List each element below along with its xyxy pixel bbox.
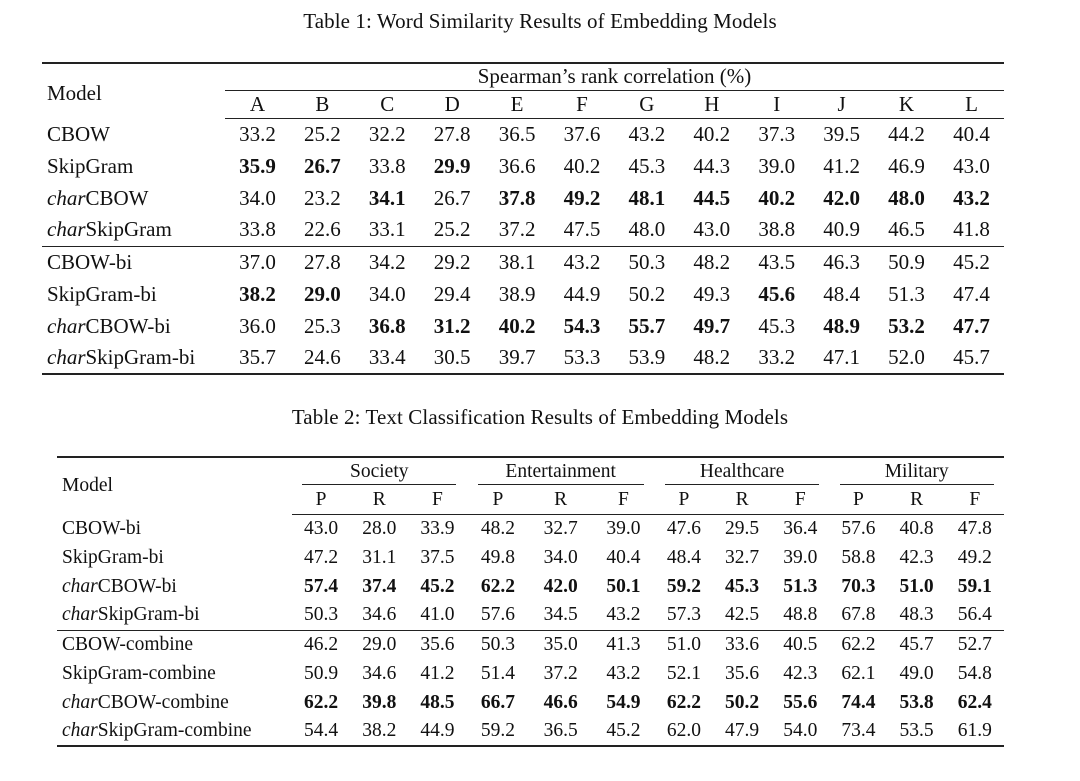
table-row <box>57 601 1004 630</box>
value-cell: 42.0 <box>543 575 578 597</box>
model-name-cell <box>57 601 292 630</box>
value-cell: 51.4 <box>480 662 515 684</box>
value-cell: 35.0 <box>529 630 592 659</box>
value-cell: 43.5 <box>744 246 809 278</box>
value-cell: 36.0 <box>239 313 276 338</box>
table-row <box>42 214 1004 246</box>
model-name-cell <box>57 630 292 659</box>
metric-header: R <box>888 487 946 514</box>
value-cell: 37.5 <box>420 546 455 568</box>
value-cell: 55.7 <box>628 313 666 338</box>
value-cell: 40.9 <box>823 217 860 242</box>
value-cell: 70.3 <box>841 575 876 597</box>
column-header: G <box>614 90 679 118</box>
value-cell: 42.3 <box>899 546 934 568</box>
value-cell: 62.1 <box>841 662 876 684</box>
model-name-cell <box>57 659 292 688</box>
value-cell: 57.6 <box>841 517 876 539</box>
model-name: CBOW-combine <box>62 633 194 655</box>
value-cell: 38.9 <box>498 281 536 306</box>
value-cell: 25.2 <box>303 121 341 146</box>
value-cell: 49.2 <box>957 546 992 568</box>
value-cell: 33.8 <box>239 217 276 242</box>
metric-header: F <box>771 487 829 514</box>
model-prefix: char <box>62 691 98 713</box>
value-cell: 23.2 <box>303 185 341 210</box>
value-cell: 52.1 <box>666 662 701 684</box>
value-cell: 50.9 <box>874 246 939 278</box>
value-cell: 47.9 <box>713 717 771 746</box>
value-cell: 48.8 <box>783 604 818 626</box>
category-label: Society <box>302 461 456 485</box>
value-cell: 37.2 <box>543 662 578 684</box>
value-cell: 41.3 <box>592 630 655 659</box>
value-cell: 25.3 <box>303 313 341 338</box>
table-row <box>57 543 1004 572</box>
value-cell: 54.8 <box>957 662 992 684</box>
column-header: D <box>420 90 485 118</box>
model-name: CBOW <box>85 185 149 210</box>
value-cell: 39.0 <box>606 517 641 539</box>
value-cell: 40.2 <box>498 313 536 338</box>
value-cell: 59.2 <box>467 717 530 746</box>
value-cell: 44.3 <box>693 153 731 178</box>
value-cell: 45.2 <box>939 246 1004 278</box>
model-name-cell <box>42 342 225 374</box>
value-cell: 54.9 <box>606 691 641 713</box>
value-cell: 36.8 <box>368 313 406 338</box>
value-cell: 31.2 <box>433 313 471 338</box>
model-name: CBOW-bi <box>62 517 142 539</box>
category-header <box>829 457 1004 487</box>
value-cell: 37.6 <box>563 121 601 146</box>
value-cell: 51.3 <box>783 575 818 597</box>
spearman-header: Spearman’s rank correlation (%) <box>225 63 1004 90</box>
value-cell: 52.0 <box>874 342 939 374</box>
column-header: K <box>874 90 939 118</box>
value-cell: 29.4 <box>433 281 471 306</box>
value-cell: 54.0 <box>771 717 829 746</box>
value-cell: 50.3 <box>467 630 530 659</box>
value-cell: 54.4 <box>292 717 350 746</box>
value-cell: 35.7 <box>225 342 290 374</box>
value-cell: 37.4 <box>362 575 397 597</box>
value-cell: 45.2 <box>592 717 655 746</box>
header-row <box>57 457 1004 487</box>
value-cell: 62.4 <box>957 691 992 713</box>
value-cell: 27.8 <box>433 121 471 146</box>
value-cell: 48.2 <box>480 517 515 539</box>
value-cell: 38.1 <box>485 246 550 278</box>
model-name: SkipGram-combine <box>62 662 216 684</box>
value-cell: 37.8 <box>498 185 536 210</box>
metric-header: F <box>946 487 1004 514</box>
value-cell: 59.1 <box>957 575 992 597</box>
table-row <box>57 659 1004 688</box>
value-cell: 48.0 <box>888 185 925 210</box>
value-cell: 45.7 <box>939 342 1004 374</box>
value-cell: 46.6 <box>543 691 578 713</box>
value-cell: 44.5 <box>693 185 731 210</box>
table-row <box>57 717 1004 746</box>
value-cell: 45.2 <box>420 575 455 597</box>
value-cell: 40.5 <box>771 630 829 659</box>
value-cell: 56.4 <box>957 604 992 626</box>
value-cell: 33.6 <box>713 630 771 659</box>
table-row <box>57 514 1004 543</box>
model-name-cell <box>42 150 225 182</box>
table-row <box>57 630 1004 659</box>
value-cell: 34.6 <box>362 662 397 684</box>
value-cell: 33.4 <box>355 342 420 374</box>
value-cell: 37.0 <box>225 246 290 278</box>
value-cell: 43.0 <box>953 153 990 178</box>
value-cell: 58.8 <box>841 546 876 568</box>
value-cell: 53.9 <box>614 342 679 374</box>
value-cell: 49.8 <box>480 546 515 568</box>
value-cell: 53.2 <box>888 313 925 338</box>
value-cell: 34.0 <box>543 546 578 568</box>
metric-header: R <box>350 487 408 514</box>
value-cell: 47.2 <box>304 546 339 568</box>
model-name: CBOW-combine <box>97 691 229 713</box>
value-cell: 26.7 <box>433 185 471 210</box>
value-cell: 34.6 <box>362 604 397 626</box>
metric-header: P <box>467 487 530 514</box>
column-header: B <box>290 90 355 118</box>
value-cell: 46.3 <box>809 246 874 278</box>
value-cell: 41.2 <box>420 662 455 684</box>
value-cell: 37.2 <box>498 217 536 242</box>
metric-header: R <box>529 487 592 514</box>
value-cell: 33.2 <box>239 121 276 146</box>
column-header: I <box>744 90 809 118</box>
column-header: C <box>355 90 420 118</box>
model-prefix: char <box>62 720 98 741</box>
value-cell: 62.2 <box>666 691 701 713</box>
value-cell: 25.2 <box>433 217 471 242</box>
value-cell: 40.8 <box>899 517 934 539</box>
category-label: Entertainment <box>478 461 644 485</box>
value-cell: 47.4 <box>953 281 990 306</box>
value-cell: 36.6 <box>498 153 536 178</box>
value-cell: 45.7 <box>888 630 946 659</box>
model-name: SkipGram-bi <box>62 546 164 568</box>
column-header: J <box>809 90 874 118</box>
table-row <box>42 278 1004 310</box>
value-cell: 32.2 <box>368 121 406 146</box>
value-cell: 49.2 <box>563 185 601 210</box>
value-cell: 28.0 <box>362 517 397 539</box>
value-cell: 47.6 <box>666 517 701 539</box>
value-cell: 48.1 <box>628 185 666 210</box>
value-cell: 47.5 <box>563 217 601 242</box>
value-cell: 45.3 <box>758 313 796 338</box>
table-row <box>57 688 1004 717</box>
value-cell: 45.3 <box>628 153 666 178</box>
value-cell: 41.8 <box>953 217 990 242</box>
value-cell: 27.8 <box>290 246 355 278</box>
value-cell: 29.9 <box>433 153 471 178</box>
value-cell: 53.8 <box>899 691 934 713</box>
value-cell: 43.2 <box>606 604 641 626</box>
value-cell: 53.3 <box>550 342 615 374</box>
value-cell: 57.4 <box>304 575 339 597</box>
value-cell: 30.5 <box>420 342 485 374</box>
value-cell: 29.0 <box>350 630 408 659</box>
value-cell: 40.2 <box>563 153 601 178</box>
model-name: SkipGram <box>47 153 134 178</box>
table1-caption: Table 1: Word Similarity Results of Embedding Models <box>303 9 777 33</box>
value-cell: 52.7 <box>946 630 1004 659</box>
value-cell: 43.0 <box>693 217 731 242</box>
category-header <box>655 457 830 487</box>
value-cell: 24.6 <box>290 342 355 374</box>
header-row <box>42 63 1004 90</box>
value-cell: 47.8 <box>957 517 992 539</box>
column-header: L <box>939 90 1004 118</box>
model-name-cell <box>57 688 292 717</box>
metric-header: P <box>829 487 887 514</box>
table-row <box>42 150 1004 182</box>
value-cell: 46.5 <box>888 217 925 242</box>
value-cell: 51.0 <box>655 630 713 659</box>
value-cell: 43.2 <box>628 121 666 146</box>
value-cell: 48.9 <box>823 313 860 338</box>
value-cell: 61.9 <box>946 717 1004 746</box>
word-similarity-table <box>42 62 1004 375</box>
value-cell: 32.7 <box>725 546 760 568</box>
value-cell: 41.0 <box>420 604 455 626</box>
model-name-cell <box>42 118 225 150</box>
value-cell: 50.3 <box>304 604 339 626</box>
model-name-cell <box>57 543 292 572</box>
value-cell: 48.0 <box>628 217 666 242</box>
value-cell: 49.7 <box>693 313 731 338</box>
value-cell: 40.2 <box>693 121 731 146</box>
value-cell: 29.2 <box>420 246 485 278</box>
value-cell: 47.7 <box>953 313 990 338</box>
value-cell: 31.1 <box>362 546 397 568</box>
model-name: SkipGram-combine <box>97 720 252 741</box>
value-cell: 62.2 <box>480 575 515 597</box>
text-classification-table <box>57 456 1004 747</box>
value-cell: 29.0 <box>303 281 341 306</box>
model-name-cell <box>42 182 225 214</box>
value-cell: 50.3 <box>614 246 679 278</box>
value-cell: 38.2 <box>239 281 276 306</box>
value-cell: 33.9 <box>420 517 455 539</box>
value-cell: 33.2 <box>744 342 809 374</box>
value-cell: 34.2 <box>355 246 420 278</box>
value-cell: 43.2 <box>953 185 990 210</box>
model-name: CBOW-bi <box>97 575 177 597</box>
value-cell: 37.3 <box>758 121 796 146</box>
model-name-cell <box>42 214 225 246</box>
value-cell: 36.4 <box>783 517 818 539</box>
value-cell: 43.0 <box>304 517 339 539</box>
value-cell: 33.1 <box>368 217 406 242</box>
value-cell: 62.0 <box>655 717 713 746</box>
value-cell: 22.6 <box>303 217 341 242</box>
value-cell: 46.9 <box>888 153 925 178</box>
value-cell: 67.8 <box>841 604 876 626</box>
table-row <box>42 246 1004 278</box>
value-cell: 36.5 <box>498 121 536 146</box>
value-cell: 48.2 <box>679 246 744 278</box>
table-row <box>42 182 1004 214</box>
table2-caption: Table 2: Text Classification Results of Embedding Models <box>291 405 789 429</box>
value-cell: 51.3 <box>888 281 925 306</box>
column-header: A <box>225 90 290 118</box>
value-cell: 33.8 <box>368 153 406 178</box>
value-cell: 54.3 <box>563 313 601 338</box>
value-cell: 50.2 <box>725 691 760 713</box>
model-prefix: char <box>47 217 86 242</box>
model-name-cell <box>42 246 225 278</box>
value-cell: 43.2 <box>606 662 641 684</box>
model-name-cell <box>42 310 225 342</box>
column-header: F <box>550 90 615 118</box>
value-cell: 53.5 <box>888 717 946 746</box>
value-cell: 62.2 <box>829 630 887 659</box>
value-cell: 48.4 <box>823 281 860 306</box>
model-name-cell <box>57 572 292 601</box>
value-cell: 66.7 <box>480 691 515 713</box>
value-cell: 34.0 <box>239 185 276 210</box>
model-name: CBOW <box>47 121 110 146</box>
model-name: CBOW-bi <box>47 249 133 274</box>
value-cell: 62.2 <box>304 691 339 713</box>
value-cell: 50.9 <box>304 662 339 684</box>
value-cell: 42.5 <box>725 604 760 626</box>
value-cell: 39.0 <box>758 153 796 178</box>
metric-header: F <box>592 487 655 514</box>
value-cell: 42.3 <box>783 662 818 684</box>
value-cell: 36.5 <box>529 717 592 746</box>
value-cell: 74.4 <box>841 691 876 713</box>
metric-header: P <box>292 487 350 514</box>
value-cell: 40.2 <box>758 185 796 210</box>
value-cell: 41.2 <box>823 153 860 178</box>
value-cell: 29.5 <box>725 517 760 539</box>
model-name: SkipGram-bi <box>47 281 157 306</box>
value-cell: 38.8 <box>758 217 796 242</box>
model-name: SkipGram-bi <box>97 604 200 626</box>
value-cell: 44.9 <box>408 717 466 746</box>
value-cell: 51.0 <box>899 575 934 597</box>
model-header: Model <box>42 63 225 118</box>
model-prefix: char <box>47 185 86 210</box>
value-cell: 49.3 <box>693 281 731 306</box>
value-cell: 39.8 <box>362 691 397 713</box>
category-header <box>467 457 655 487</box>
value-cell: 40.4 <box>953 121 990 146</box>
model-header: Model <box>57 457 292 514</box>
value-cell: 39.7 <box>485 342 550 374</box>
model-prefix: char <box>47 313 86 338</box>
metric-header: R <box>713 487 771 514</box>
value-cell: 55.6 <box>783 691 818 713</box>
value-cell: 44.2 <box>888 121 925 146</box>
table-row <box>42 342 1004 374</box>
value-cell: 44.9 <box>563 281 601 306</box>
model-name: SkipGram-bi <box>85 345 196 369</box>
column-header: H <box>679 90 744 118</box>
table-row <box>42 118 1004 150</box>
value-cell: 48.5 <box>420 691 455 713</box>
value-cell: 47.1 <box>809 342 874 374</box>
value-cell: 73.4 <box>829 717 887 746</box>
model-name: CBOW-bi <box>85 313 171 338</box>
value-cell: 26.7 <box>303 153 341 178</box>
value-cell: 39.5 <box>823 121 860 146</box>
category-label: Healthcare <box>665 461 819 485</box>
value-cell: 34.5 <box>543 604 578 626</box>
value-cell: 48.4 <box>666 546 701 568</box>
model-name-cell <box>57 514 292 543</box>
model-prefix: char <box>62 604 98 626</box>
value-cell: 57.6 <box>480 604 515 626</box>
table-row <box>42 310 1004 342</box>
value-cell: 46.2 <box>292 630 350 659</box>
column-header: E <box>485 90 550 118</box>
value-cell: 34.0 <box>368 281 406 306</box>
value-cell: 59.2 <box>666 575 701 597</box>
value-cell: 57.3 <box>666 604 701 626</box>
value-cell: 45.6 <box>758 281 796 306</box>
category-header <box>292 457 467 487</box>
model-prefix: char <box>47 345 86 369</box>
metric-header: P <box>655 487 713 514</box>
value-cell: 35.6 <box>725 662 760 684</box>
value-cell: 48.2 <box>679 342 744 374</box>
value-cell: 34.1 <box>368 185 406 210</box>
model-name: SkipGram <box>85 217 172 242</box>
value-cell: 49.0 <box>899 662 934 684</box>
value-cell: 50.2 <box>628 281 666 306</box>
value-cell: 45.3 <box>725 575 760 597</box>
value-cell: 48.3 <box>899 604 934 626</box>
value-cell: 35.6 <box>408 630 466 659</box>
value-cell: 40.4 <box>606 546 641 568</box>
value-cell: 42.0 <box>823 185 860 210</box>
table-row <box>57 572 1004 601</box>
model-prefix: char <box>62 575 98 597</box>
model-name-cell <box>42 278 225 310</box>
value-cell: 50.1 <box>606 575 641 597</box>
value-cell: 38.2 <box>350 717 408 746</box>
metric-header: F <box>408 487 466 514</box>
model-name-cell <box>57 717 292 746</box>
value-cell: 32.7 <box>543 517 578 539</box>
category-label: Military <box>840 461 994 485</box>
value-cell: 35.9 <box>239 153 276 178</box>
value-cell: 43.2 <box>550 246 615 278</box>
value-cell: 39.0 <box>783 546 818 568</box>
